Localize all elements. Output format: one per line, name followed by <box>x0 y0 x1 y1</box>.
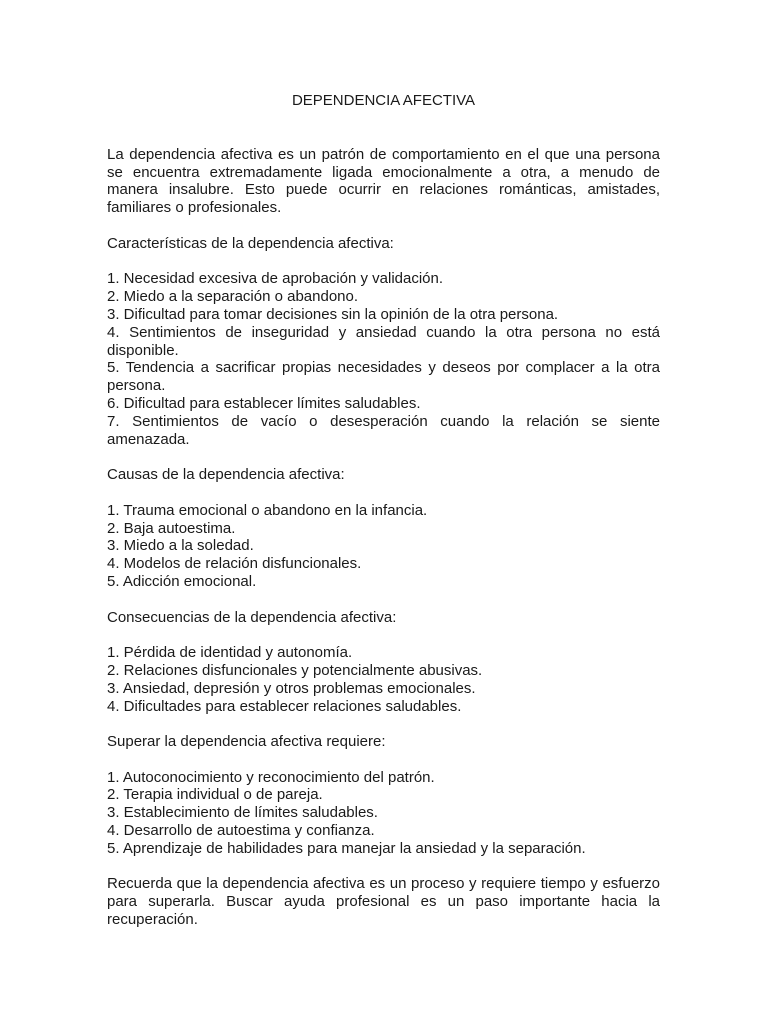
caracteristicas-heading: Características de la dependencia afectiva: <box>107 234 394 252</box>
superar-heading: Superar la dependencia afectiva requiere: <box>107 733 386 751</box>
list-item: 6. Dificultad para establecer límites saludables. <box>107 394 421 412</box>
list-item: 4. Modelos de relación disfuncionales. <box>107 555 362 573</box>
list-item: 1. Pérdida de identidad y autonomía. <box>107 644 353 662</box>
list-item: 4. Desarrollo de autoestima y confianza. <box>107 822 375 840</box>
list-item: 2. Miedo a la separación o abandono. <box>107 288 359 306</box>
causas-heading: Causas de la dependencia afectiva: <box>107 466 345 484</box>
list-item: 1. Trauma emocional o abandono en la infancia. <box>107 501 428 519</box>
list-item: 5. Tendencia a sacrificar propias necesidades y deseos por complacer a la otra persona. <box>107 359 660 395</box>
list-item: 5. Aprendizaje de habilidades para manejar la ansiedad y la separación. <box>107 839 586 857</box>
list-item: 3. Miedo a la soledad. <box>107 537 254 555</box>
caracteristicas-list <box>107 270 660 448</box>
superar-list <box>107 769 660 858</box>
list-item: 2. Baja autoestima. <box>107 519 236 537</box>
list-item: 5. Adicción emocional. <box>107 572 257 590</box>
closing-paragraph: Recuerda que la dependencia afectiva es un proceso y requiere tiempo y esfuerzo para superarla. Buscar ayuda profesional es un paso importante hacia la recuperación. <box>107 875 660 929</box>
list-item: 3. Establecimiento de límites saludables. <box>107 804 378 822</box>
list-item: 2. Relaciones disfuncionales y potencialmente abusivas. <box>107 661 483 679</box>
causas-list <box>107 502 660 591</box>
intro-paragraph: La dependencia afectiva es un patrón de comportamiento en el que una persona se encuentra extremadamente ligada emocionalmente a otra, a menudo de manera insalubre. Esto puede ocurrir en relaciones románticas, amistades, familiares o profesionales. <box>107 145 660 217</box>
list-item: 7. Sentimientos de vacío o desesperación cuando la relación se siente amenazada. <box>107 412 660 448</box>
list-item: 2. Terapia individual o de pareja. <box>107 786 323 804</box>
list-item: 4. Dificultades para establecer relaciones saludables. <box>107 697 462 715</box>
list-item: 3. Dificultad para tomar decisiones sin la opinión de la otra persona. <box>107 305 559 323</box>
list-item: 1. Necesidad excesiva de aprobación y validación. <box>107 270 444 288</box>
document-title: DEPENDENCIA AFECTIVA <box>291 92 476 109</box>
list-item: 1. Autoconocimiento y reconocimiento del patrón. <box>107 768 435 786</box>
consecuencias-list <box>107 644 660 715</box>
document-body <box>107 92 660 929</box>
list-item: 4. Sentimientos de inseguridad y ansiedad cuando la otra persona no está disponible. <box>107 323 660 359</box>
consecuencias-heading: Consecuencias de la dependencia afectiva: <box>107 608 397 626</box>
list-item: 3. Ansiedad, depresión y otros problemas emocionales. <box>107 679 476 697</box>
